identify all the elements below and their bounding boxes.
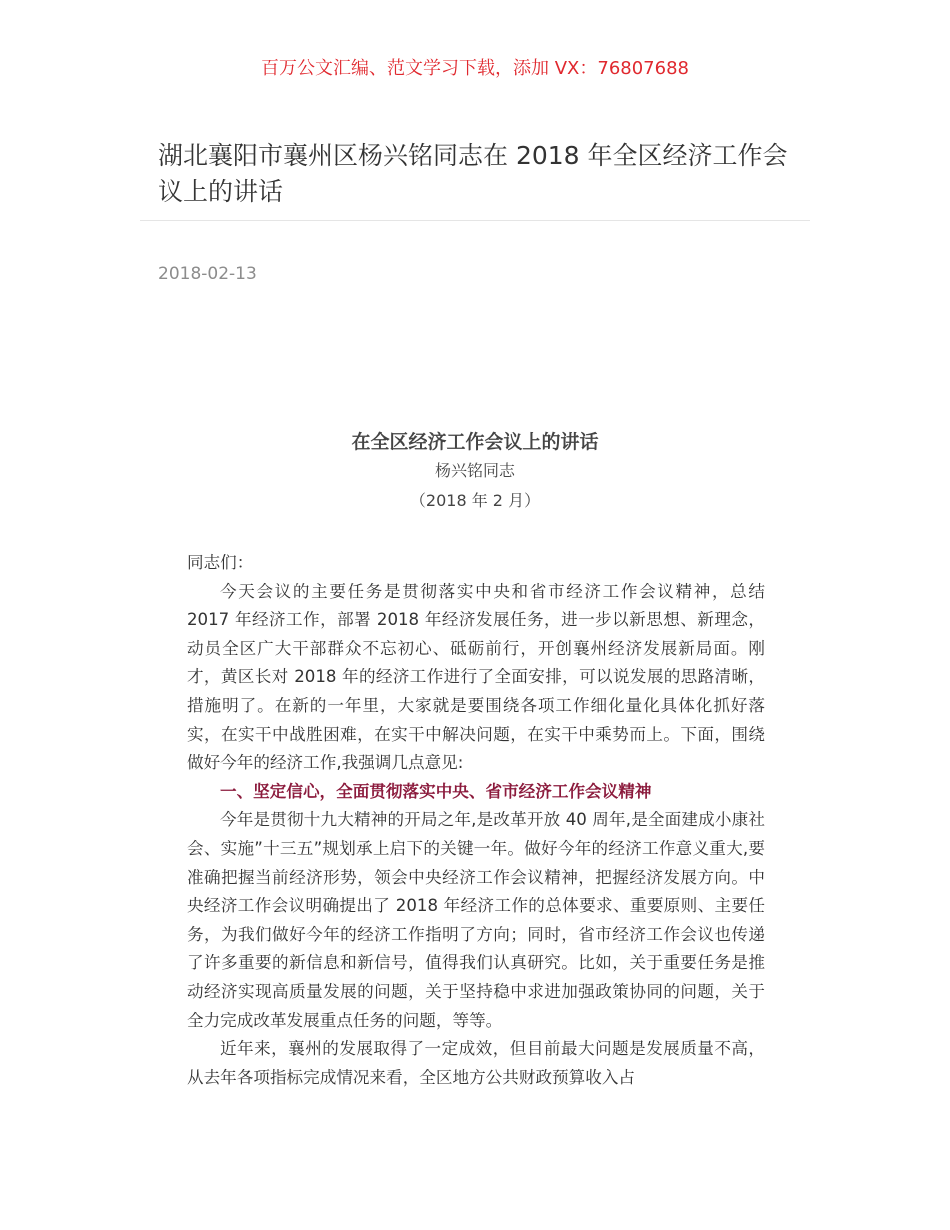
article-title: 湖北襄阳市襄州区杨兴铭同志在 2018 年全区经济工作会议上的讲话 [158,141,788,206]
body-paragraph: 近年来，襄州的发展取得了一定成效，但目前最大问题是发展质量不高，从去年各项指标完成情况来看，全区地方公共财政预算收入占 [187,1039,765,1087]
article-date: 2018-02-13 [158,264,257,284]
article-body [187,549,765,1092]
speech-author: 杨兴铭同志 [434,461,515,480]
speech-title: 在全区经济工作会议上的讲话 [351,431,599,453]
body-paragraph: 今天会议的主要任务是贯彻落实中央和省市经济工作会议精神，总结 2017 年经济工作，部署 2018 年经济发展任务，进一步以新思想、新理念，动员全区广大干部群众不忘初心、砥砺前行，开创襄州经济发展新局面。刚才，黄区长对 2018 年的经济工作进行了全面安排，可以说发展的思路清晰，措施明了。在新的一年里，大家就是要围绕各项工作细化量化具体化抓好落实，在实干中战胜困难，在实干中解决问题，在实干中乘势而上。下面，围绕做好今年的经济工作,我强调几点意见: [187,581,765,773]
speech-header [0,428,950,516]
body-paragraph: 今年是贯彻十九大精神的开局之年,是改革开放 40 周年,是全面建成小康社会、实施”十三五”规划承上启下的关键一年。做好今年的经济工作意义重大,要准确把握当前经济形势，领会中央经济工作会议精神，把握经济发展方向。中央经济工作会议明确提出了 2018 年经济工作的总体要求、重要原则、主要任务，为我们做好今年的经济工作指明了方向；同时，省市经济工作会议也传递了许多重要的新信息和新信号，值得我们认真研究。比如，关于重要任务是推动经济实现高质量发展的问题，关于坚持稳中求进加强政策协同的问题，关于全力完成改革发展重点任务的问题，等等。 [187,810,765,1030]
promo-banner: 百万公文汇编、范文学习下载，添加 VX：76807688 [261,58,689,79]
title-divider [140,220,810,221]
section-heading: 一、坚定信心，全面贯彻落实中央、省市经济工作会议精神 [220,781,652,801]
salutation: 同志们： [187,553,254,572]
speech-date: （2018 年 2 月） [409,491,541,510]
